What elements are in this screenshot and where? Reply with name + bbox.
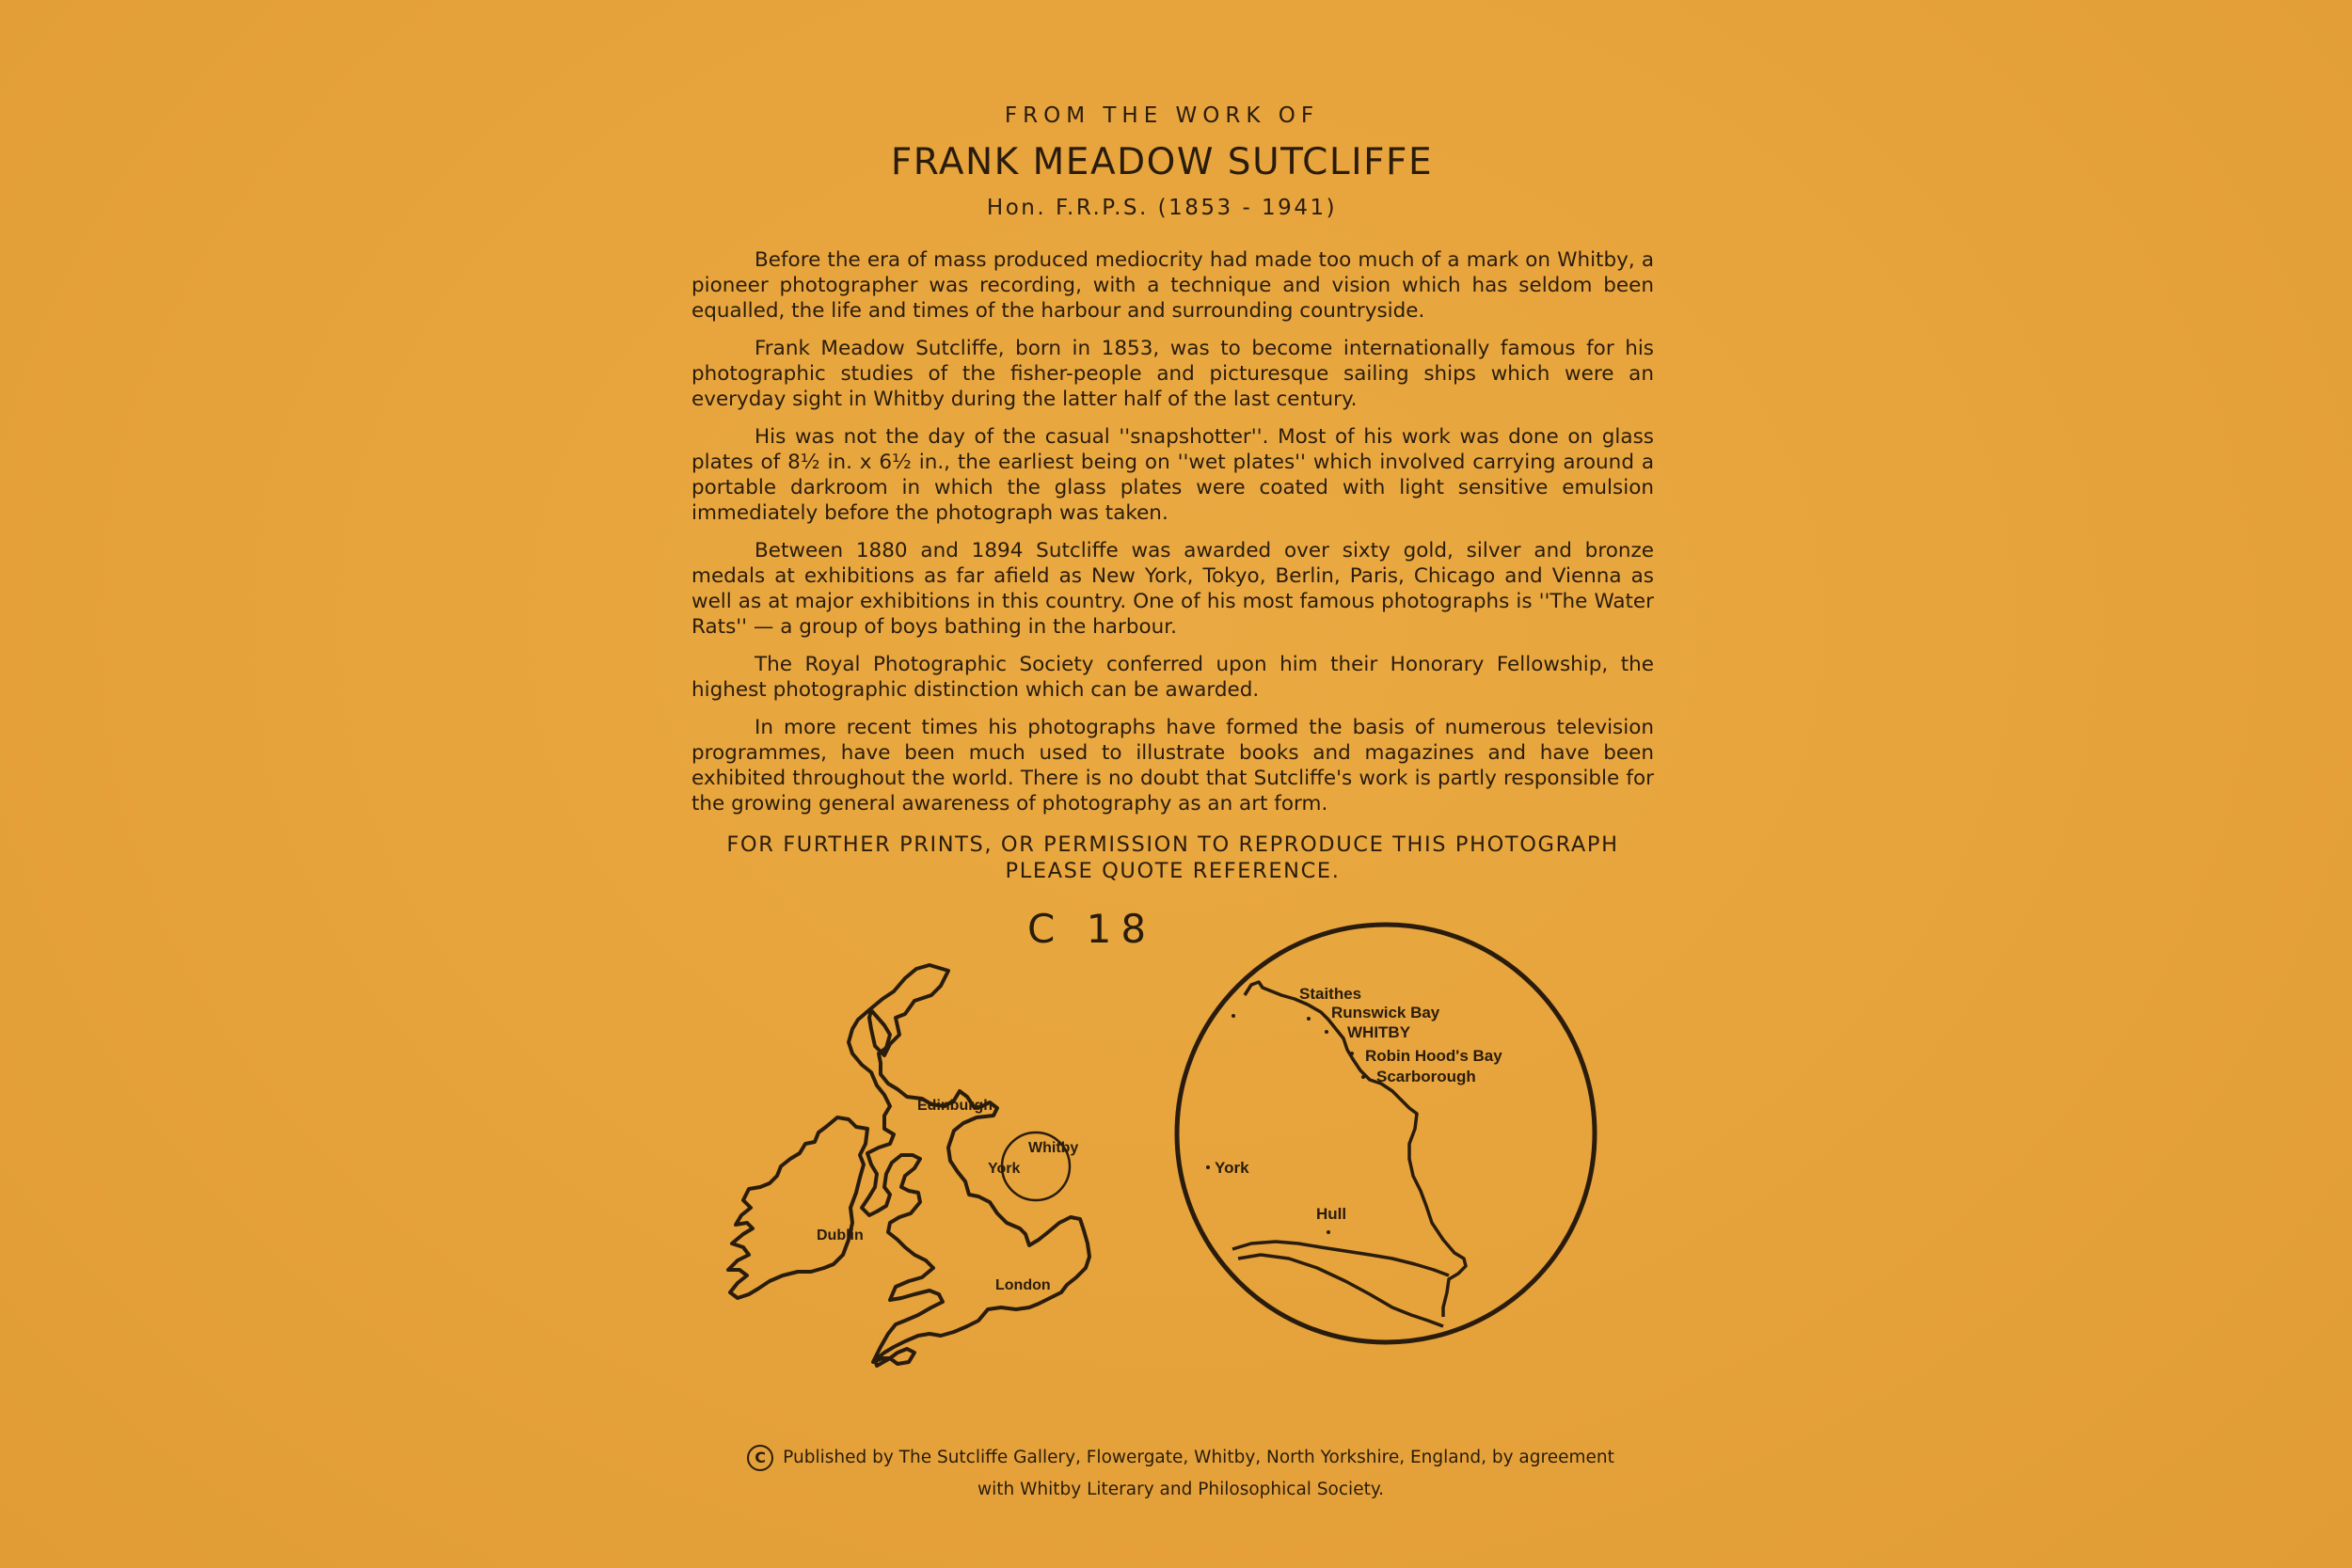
label-york-uk: York — [988, 1161, 1021, 1177]
footer-line-2: with Whitby Literary and Philosophical Society. — [977, 1480, 1385, 1499]
paragraph-1: Before the era of mass produced mediocrity had made too much of a mark on Whitby, a pioneer photographer was recording, with a technique and vision which has seldom been equalled, the life and times of the harbour and surrounding countryside. — [691, 248, 1654, 323]
ireland-outline — [728, 1117, 867, 1298]
label-staithes: Staithes — [1299, 985, 1362, 1003]
yorkshire-detail-map — [1177, 925, 1595, 1342]
great-britain-outline — [849, 965, 1089, 1366]
paragraph-2: Frank Meadow Sutcliffe, born in 1853, was to become internationally famous for his photographic studies of the fisher-people and picturesque sailing ships which were an everyday sight in Whitby during the latter half of the last century. — [691, 337, 1654, 411]
label-whitby-detail: WHITBY — [1347, 1023, 1411, 1041]
label-london: London — [995, 1277, 1051, 1293]
humber-estuary-north — [1232, 1242, 1449, 1275]
label-scarborough: Scarborough — [1376, 1068, 1476, 1085]
overline: FROM THE WORK OF — [1004, 103, 1320, 128]
paragraph-3: His was not the day of the casual ''snapshotter''. Most of his work was done on glass plates of 8½ in. x 6½ in., the earliest being on ''wet plates'' which involved carrying around a portable darkroom in which the glass plates were coated with light sensitive emulsion immediately before the photograph was taken. — [691, 425, 1654, 525]
uk-ireland-map — [728, 965, 1089, 1366]
label-dublin: Dublin — [817, 1227, 864, 1243]
page-title: FRANK MEADOW SUTCLIFFE — [890, 141, 1434, 183]
label-robin-hoods-bay: Robin Hood's Bay — [1365, 1047, 1502, 1065]
copyright-icon: C — [747, 1445, 773, 1471]
paragraph-4: Between 1880 and 1894 Sutcliffe was awarded over sixty gold, silver and bronze medals at exhibitions as far afield as New York, Tokyo, Berlin, Paris, Chicago and Vienna as well as at major exhibitions in this country. One of his most famous photographs is ''The Water Rats'' — a group of boys bathing in the harbour. — [691, 539, 1654, 639]
handwritten-reference: C 18 — [1026, 906, 1156, 952]
detail-map-circle — [1177, 925, 1595, 1342]
notice-line-1: FOR FURTHER PRINTS, OR PERMISSION TO REPRODUCE THIS PHOTOGRAPH — [726, 832, 1619, 857]
footer-line-1 — [691, 1442, 1670, 1474]
detail-map-dots — [1206, 1014, 1365, 1234]
footer-text-1: Published by The Sutcliffe Gallery, Flowergate, Whitby, North Yorkshire, England, by agreement — [783, 1448, 1614, 1467]
label-edinburgh: Edinburgh — [917, 1098, 993, 1114]
notice-line-2: PLEASE QUOTE REFERENCE. — [1005, 859, 1341, 883]
label-runswick-bay: Runswick Bay — [1331, 1004, 1440, 1022]
detail-map-labels — [1215, 985, 1502, 1223]
paragraph-6: In more recent times his photographs have formed the basis of numerous television programmes, have been much used to illustrate books and magazines and have been exhibited throughout the world. There is no doubt that Sutcliffe's work is partly responsible for the growing general awareness of photography as an art form. — [691, 716, 1654, 816]
page-subtitle: Hon. F.R.P.S. (1853 - 1941) — [986, 196, 1338, 220]
publisher-footer — [691, 1442, 1670, 1506]
humber-estuary-south — [1238, 1255, 1443, 1326]
label-hull: Hull — [1316, 1205, 1347, 1223]
paragraph-5: The Royal Photographic Society conferred upon him their Honorary Fellowship, the highest photographic distinction which can be awarded. — [691, 653, 1654, 702]
label-whitby-uk: Whitby — [1028, 1140, 1079, 1156]
label-york-detail: York — [1215, 1159, 1249, 1177]
